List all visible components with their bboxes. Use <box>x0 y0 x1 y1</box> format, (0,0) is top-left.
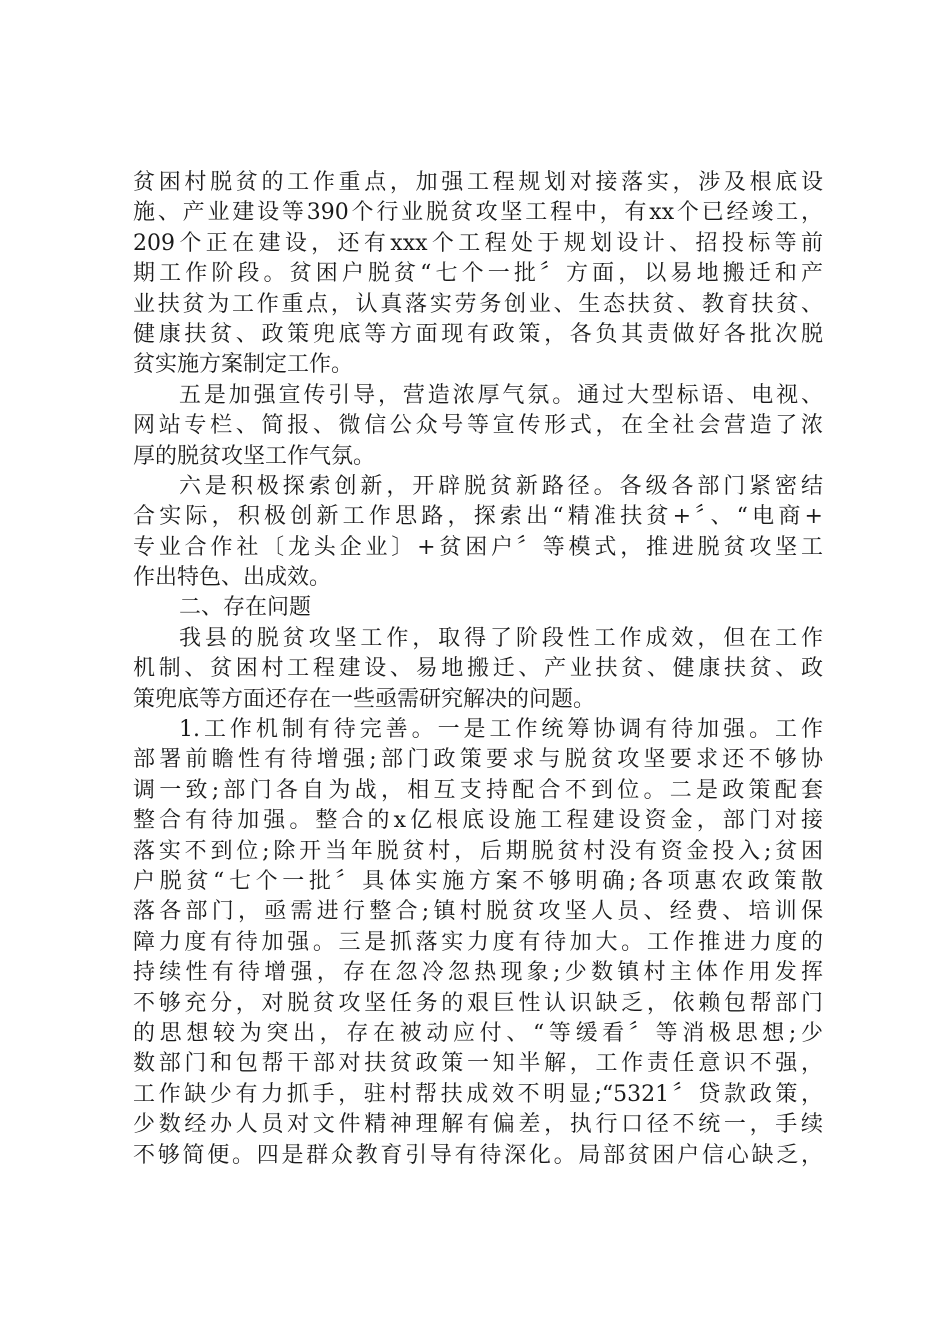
text-line: 1.工作机制有待完善。一是工作统筹协调有待加强。工作 <box>179 717 823 743</box>
text-line: 厚的脱贫攻坚工作气氛。 <box>133 443 376 469</box>
text-line: 工作缺少有力抓手，驻村帮扶成效不明显;“5321〞贷款政策， <box>133 1081 823 1107</box>
text-line: 业扶贫为工作重点，认真落实劳务创业、生态扶贫、教育扶贫、 <box>133 291 823 317</box>
text-line: 五是加强宣传引导，营造浓厚气氛。通过大型标语、电视、 <box>179 382 823 408</box>
text-line: 持续性有待增强，存在忽冷忽热现象;少数镇村主体作用发挥 <box>133 960 823 986</box>
text-line: 落各部门，亟需进行整合;镇村脱贫攻坚人员、经费、培训保 <box>133 899 823 925</box>
text-line: 障力度有待加强。三是抓落实力度有待加大。工作推进力度的 <box>133 929 823 955</box>
text-line: 贫实施方案制定工作。 <box>133 352 354 378</box>
text-line: 我县的脱贫攻坚工作，取得了阶段性工作成效，但在工作 <box>179 625 823 651</box>
text-line: 不够简便。四是群众教育引导有待深化。局部贫困户信心缺乏， <box>133 1142 823 1168</box>
text-line: 策兜底等方面还存在一些亟需研究解决的问题。 <box>133 686 596 712</box>
text-line: 六是积极探索创新，开辟脱贫新路径。各级各部门紧密结 <box>179 473 823 499</box>
text-line: 209个正在建设，还有xxx个工程处于规划设计、招投标等前 <box>133 230 823 256</box>
text-line: 二、存在问题 <box>179 595 312 621</box>
text-line: 落实不到位;除开当年脱贫村，后期脱贫村没有资金投入;贫困 <box>133 838 823 864</box>
text-line: 的思想较为突出，存在被动应付、“等缓看〞等消极思想;少 <box>133 1020 823 1046</box>
text-line: 施、产业建设等390个行业脱贫攻坚工程中，有xx个已经竣工， <box>133 200 823 226</box>
text-line: 少数经办人员对文件精神理解有偏差，执行口径不统一，手续 <box>133 1112 823 1138</box>
text-line: 期工作阶段。贫困户脱贫“七个一批〞方面，以易地搬迁和产 <box>133 261 823 287</box>
text-line: 户脱贫“七个一批〞具体实施方案不够明确;各项惠农政策散 <box>133 868 823 894</box>
text-line: 不够充分，对脱贫攻坚任务的艰巨性认识缺乏，依赖包帮部门 <box>133 990 823 1016</box>
text-line: 合实际，积极创新工作思路，探索出“精准扶贫+〞、“电商+ <box>133 504 823 530</box>
text-line: 作出特色、出成效。 <box>133 565 332 591</box>
text-line: 网站专栏、简报、微信公众号等宣传形式，在全社会营造了浓 <box>133 413 823 439</box>
text-line: 专业合作社〔龙头企业〕+贫困户〞等模式，推进脱贫攻坚工 <box>133 534 823 560</box>
text-line: 贫困村脱贫的工作重点，加强工程规划对接落实，涉及根底设 <box>133 170 823 195</box>
text-line: 整合有待加强。整合的x亿根底设施工程建设资金，部门对接 <box>133 808 823 834</box>
text-line: 数部门和包帮干部对扶贫政策一知半解，工作责任意识不强， <box>133 1051 823 1077</box>
text-line: 部署前瞻性有待增强;部门政策要求与脱贫攻坚要求还不够协 <box>133 747 823 773</box>
text-line: 调一致;部门各自为战，相互支持配合不到位。二是政策配套 <box>133 777 823 803</box>
text-line: 健康扶贫、政策兜底等方面现有政策，各负其责做好各批次脱 <box>133 321 823 347</box>
text-line: 机制、贫困村工程建设、易地搬迁、产业扶贫、健康扶贫、政 <box>133 656 823 682</box>
document-page <box>133 168 823 1171</box>
